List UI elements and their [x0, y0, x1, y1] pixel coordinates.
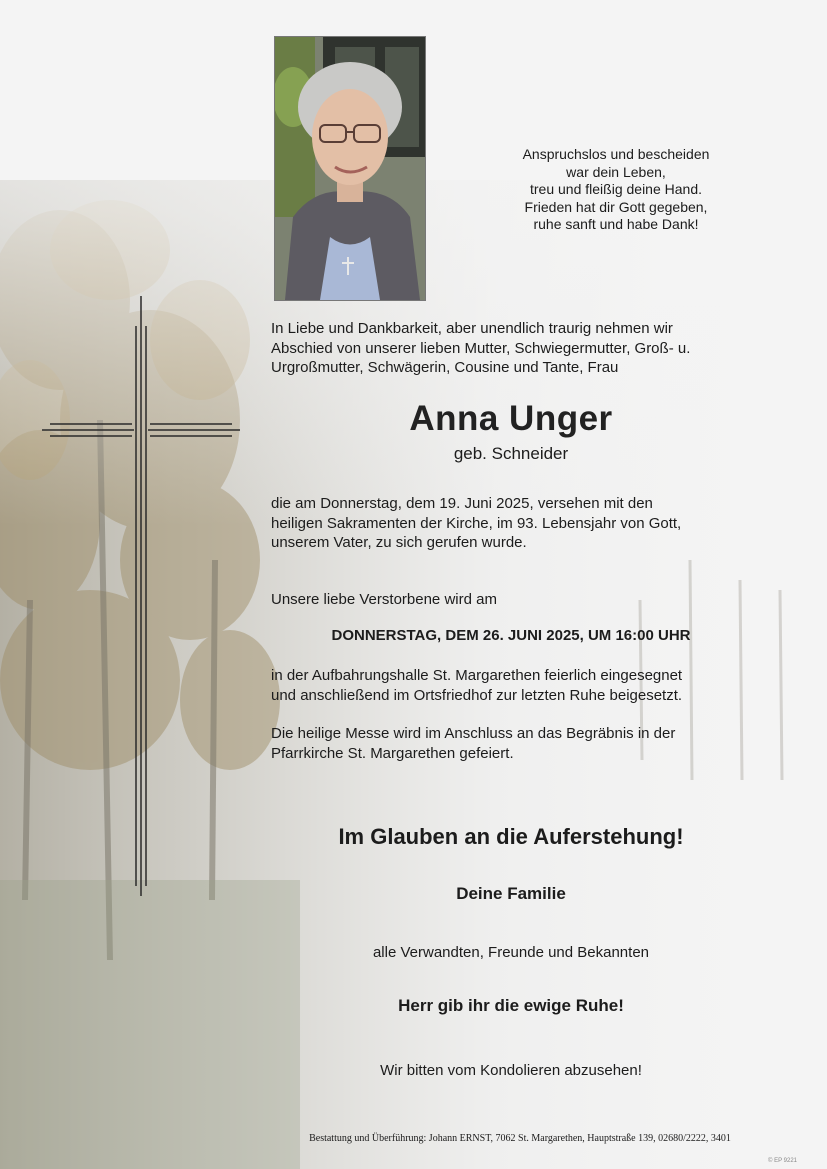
intro-text — [271, 319, 771, 378]
poem-line: treu und fleißig deine Hand. — [530, 181, 702, 197]
intro-line: Urgroßmutter, Schwägerin, Cousine und Tante, Frau — [271, 359, 619, 376]
funeral-intro: Unsere liebe Verstorbene wird am — [271, 591, 497, 608]
poem-line: ruhe sanft und habe Dank! — [533, 216, 699, 232]
poem-line: Frieden hat dir Gott gegeben, — [524, 198, 708, 215]
funeral-details-line: in der Aufbahrungshalle St. Margarethen feierlich eingesegnet — [271, 667, 683, 684]
funeral-details-line: und anschließend im Ortsfriedhof zur letzten Ruhe beigesetzt. — [271, 686, 683, 704]
poem-line: war dein Leben, — [566, 163, 666, 180]
mass-details-line: Pfarrkirche St. Margarethen gefeiert. — [271, 744, 514, 762]
maiden-name: geb. Schneider — [453, 444, 569, 463]
mass-details-line: Die heilige Messe wird im Anschluss an das Begräbnis in der — [271, 725, 676, 742]
portrait-photo — [274, 36, 426, 301]
form-code: © EP 9221 — [768, 1158, 797, 1164]
death-notice-line: heiligen Sakramenten der Kirche, im 93. Lebensjahr von Gott, — [271, 514, 682, 532]
undertaker-footer: Bestattung und Überführung: Johann ERNST, 7062 St. Margarethen, Hauptstraße 139, 02680/2222, 3401 — [309, 1133, 731, 1144]
death-notice-line: die am Donnerstag, dem 19. Juni 2025, versehen mit den — [271, 495, 653, 512]
condolence-note: Wir bitten vom Kondolieren abzusehen! — [380, 1062, 642, 1079]
cross-icon — [40, 296, 244, 896]
funeral-date: DONNERSTAG, DEM 26. JUNI 2025, UM 16:00 UHR — [331, 627, 691, 644]
poem-line: Anspruchslos und bescheiden — [522, 146, 710, 162]
intro-line: Abschied von unserer lieben Mutter, Schwiegermutter, Groß- u. — [271, 339, 691, 357]
death-notice-line: unserem Vater, zu sich gerufen wurde. — [271, 534, 527, 551]
mass-details — [271, 724, 771, 763]
faith-line: Im Glauben an die Auferstehung! — [338, 824, 684, 849]
intro-line: In Liebe und Dankbarkeit, aber unendlich traurig nehmen wir — [271, 320, 673, 337]
prayer-line: Herr gib ihr die ewige Ruhe! — [398, 996, 624, 1015]
deceased-name: Anna Unger — [409, 399, 613, 438]
funeral-details — [271, 666, 771, 705]
relatives-line: alle Verwandten, Freunde und Bekannten — [372, 944, 650, 961]
family-signature: Deine Familie — [456, 884, 566, 903]
death-notice — [271, 494, 771, 553]
poem — [500, 146, 732, 234]
